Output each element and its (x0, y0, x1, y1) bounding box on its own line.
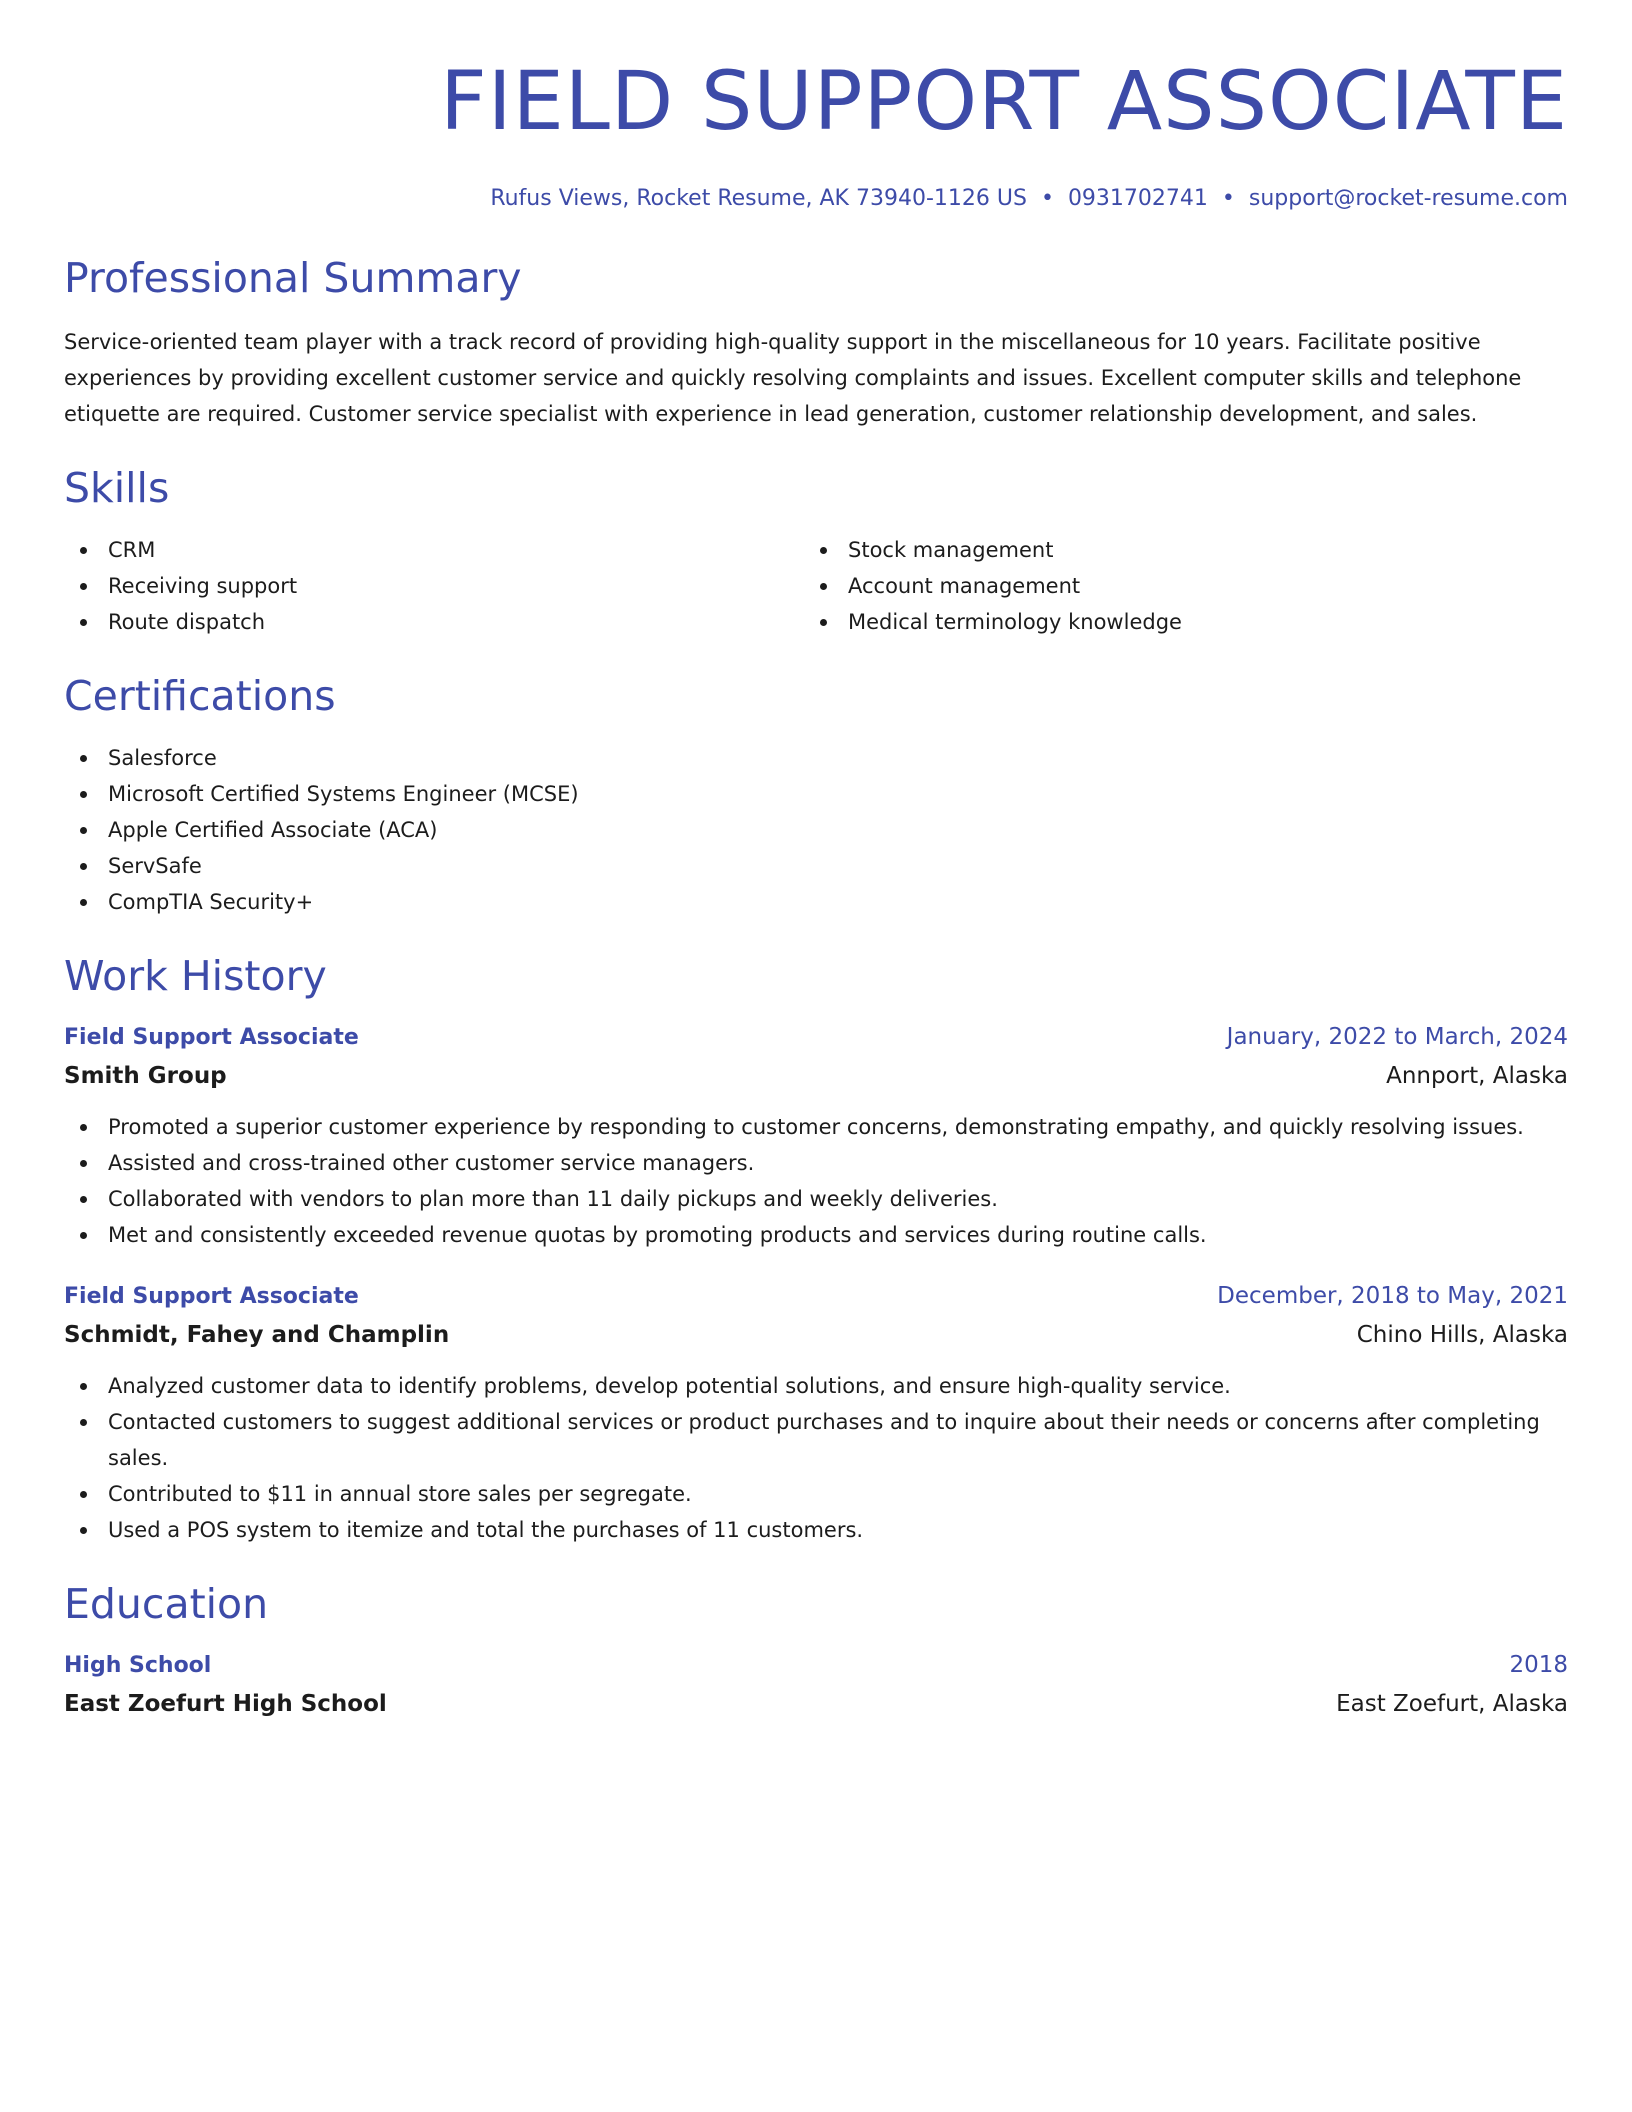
education-entry (64, 1646, 1568, 1723)
contact-separator: • (1040, 186, 1054, 211)
summary-heading: Professional Summary (64, 254, 522, 302)
skill-item: Account management (804, 568, 1544, 604)
education-section (64, 1576, 1568, 1723)
skills-grid (64, 532, 1568, 640)
certifications-heading: Certifications (64, 672, 336, 720)
job-duty: Analyzed customer data to identify problems, develop potential solutions, and ensure high-quality service. (64, 1368, 1568, 1404)
certifications-section (64, 668, 1568, 920)
job-duties (64, 1109, 1568, 1253)
summary-section (64, 250, 1568, 432)
skills-heading: Skills (64, 464, 170, 512)
skill-item: Route dispatch (64, 604, 804, 640)
certification-item: Apple Certified Associate (ACA) (64, 812, 1568, 848)
education-location: East Zoefurt, Alaska (1336, 1691, 1568, 1717)
job-title: Field Support Associate (64, 1284, 359, 1309)
certification-item: ServSafe (64, 848, 1568, 884)
job-dates: January, 2022 to March, 2024 (1226, 1024, 1568, 1050)
certification-item: CompTIA Security+ (64, 884, 1568, 920)
contact-address: Rufus Views, Rocket Resume, AK 73940-1126 US (490, 186, 1027, 211)
contact-email: support@rocket-resume.com (1248, 186, 1568, 211)
education-school: East Zoefurt High School (64, 1691, 387, 1717)
job-duty: Contacted customers to suggest additional services or product purchases and to inquire about their needs or concerns after completing sales. (64, 1404, 1568, 1476)
resume-header (64, 0, 1568, 216)
job-dates: December, 2018 to May, 2021 (1217, 1283, 1568, 1309)
job-entry (64, 1018, 1568, 1253)
job-duty: Assisted and cross-trained other customer service managers. (64, 1145, 1568, 1181)
certification-item: Microsoft Certified Systems Engineer (MCSE) (64, 776, 1568, 812)
skill-item: Receiving support (64, 568, 804, 604)
summary-text: Service-oriented team player with a track record of providing high-quality support in the miscellaneous for 10 years. Facilitate positive experiences by providing excellent customer service and quickly resolving complaints and issues. Excellent computer skills and telephone etiquette are required. Customer service specialist with experience in lead generation, customer relationship development, and sales. (64, 330, 1522, 426)
job-duty: Met and consistently exceeded revenue quotas by promoting products and services during routine calls. (64, 1217, 1568, 1253)
contact-phone: 0931702741 (1067, 186, 1208, 211)
certification-item: Salesforce (64, 740, 1568, 776)
job-duty: Collaborated with vendors to plan more than 11 daily pickups and weekly deliveries. (64, 1181, 1568, 1217)
job-duty: Used a POS system to itemize and total the purchases of 11 customers. (64, 1512, 1568, 1548)
job-location: Annport, Alaska (1386, 1063, 1568, 1089)
skill-item: Stock management (804, 532, 1544, 568)
job-title: Field Support Associate (64, 1025, 359, 1050)
skills-column-right (804, 532, 1544, 640)
education-degree: High School (64, 1653, 212, 1678)
candidate-title: FIELD SUPPORT ASSOCIATE (440, 55, 1568, 149)
education-year: 2018 (1509, 1652, 1568, 1678)
job-company: Schmidt, Fahey and Champlin (64, 1322, 450, 1348)
job-duty: Promoted a superior customer experience by responding to customer concerns, demonstrating empathy, and quickly resolving issues. (64, 1109, 1568, 1145)
skills-column-left (64, 532, 804, 640)
job-duty: Contributed to $11 in annual store sales per segregate. (64, 1476, 1568, 1512)
skills-section (64, 460, 1568, 640)
job-duties (64, 1368, 1568, 1548)
job-company: Smith Group (64, 1063, 227, 1089)
skill-item: Medical terminology knowledge (804, 604, 1544, 640)
education-heading: Education (64, 1580, 269, 1628)
job-location: Chino Hills, Alaska (1356, 1322, 1568, 1348)
work-history-section (64, 948, 1568, 1548)
certifications-list (64, 740, 1568, 920)
skill-item: CRM (64, 532, 804, 568)
contact-line (64, 182, 1568, 216)
job-entry (64, 1277, 1568, 1548)
work-history-heading: Work History (64, 952, 327, 1000)
contact-separator: • (1221, 186, 1235, 211)
